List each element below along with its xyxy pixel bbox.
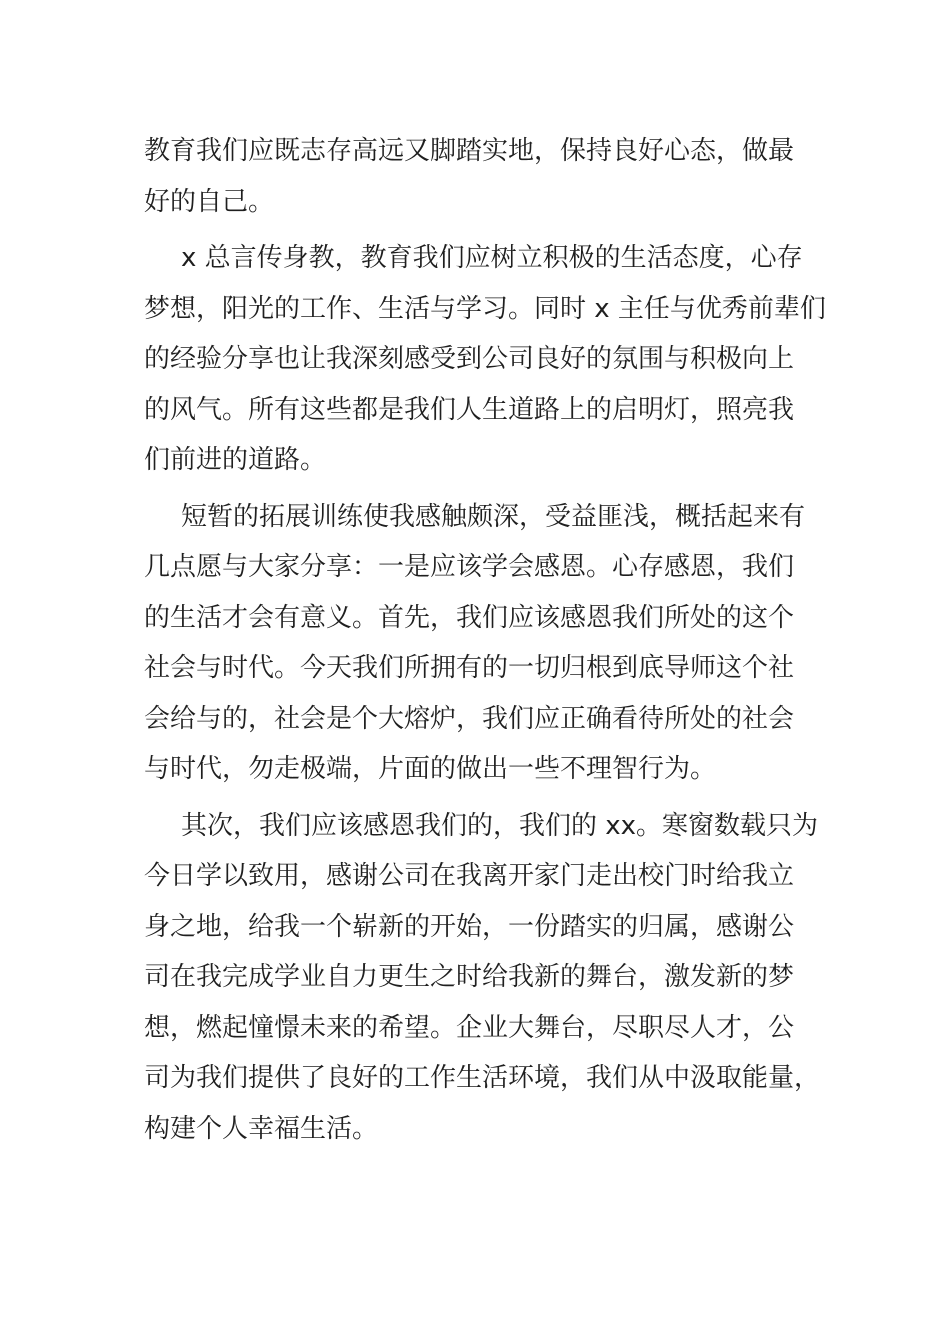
text-line: 的风气。所有这些都是我们人生道路上的启明灯，照亮我 xyxy=(144,394,795,425)
text-line: 想，燃起憧憬未来的希望。企业大舞台，尽职尽人才，公 xyxy=(144,1012,795,1043)
text-line: 今日学以致用，感谢公司在我离开家门走出校门时给我立 xyxy=(144,861,795,891)
text-line: 司为我们提供了良好的工作生活环境，我们从中汲取能量， xyxy=(144,1063,821,1093)
text-line: 会给与的，社会是个大熔炉，我们应正确看待所处的社会 xyxy=(144,703,795,734)
document-body xyxy=(144,126,826,1160)
paragraph-2 xyxy=(144,233,826,486)
text-line: 短暂的拓展训练使我感触颇深，受益匪浅，概括起来有 xyxy=(181,501,806,532)
text-line: 司在我完成学业自力更生之时给我新的舞台，激发新的梦 xyxy=(144,962,795,992)
text-line: 社会与时代。今天我们所拥有的一切归根到底导师这个社 xyxy=(144,653,795,683)
text-line: 教育我们应既志存高远又脚踏实地，保持良好心态，做最 xyxy=(144,136,795,166)
text-line: 好的自己。 xyxy=(144,186,275,217)
paragraph-3 xyxy=(144,492,810,795)
text-line: 身之地，给我一个崭新的开始，一份踏实的归属，感谢公 xyxy=(144,911,795,942)
text-line: x 总言传身教，教育我们应树立积极的生活态度，心存 xyxy=(181,243,803,273)
paragraph-1 xyxy=(144,126,810,227)
text-line: 的生活才会有意义。首先，我们应该感恩我们所处的这个 xyxy=(144,602,795,633)
text-line: 与时代，勿走极端，片面的做出一些不理智行为。 xyxy=(144,754,717,784)
text-line: 们前进的道路。 xyxy=(144,445,327,475)
paragraph-4 xyxy=(144,801,821,1155)
text-line: 的经验分享也让我深刻感受到公司良好的氛围与积极向上 xyxy=(144,344,795,374)
text-line: 几点愿与大家分享：一是应该学会感恩。心存感恩，我们 xyxy=(144,552,795,582)
text-line: 梦想，阳光的工作、生活与学习。同时 x 主任与优秀前辈们 xyxy=(144,293,826,324)
text-line: 其次，我们应该感恩我们的，我们的 xx。寒窗数载只为 xyxy=(181,810,819,841)
text-line: 构建个人幸福生活。 xyxy=(144,1113,379,1144)
